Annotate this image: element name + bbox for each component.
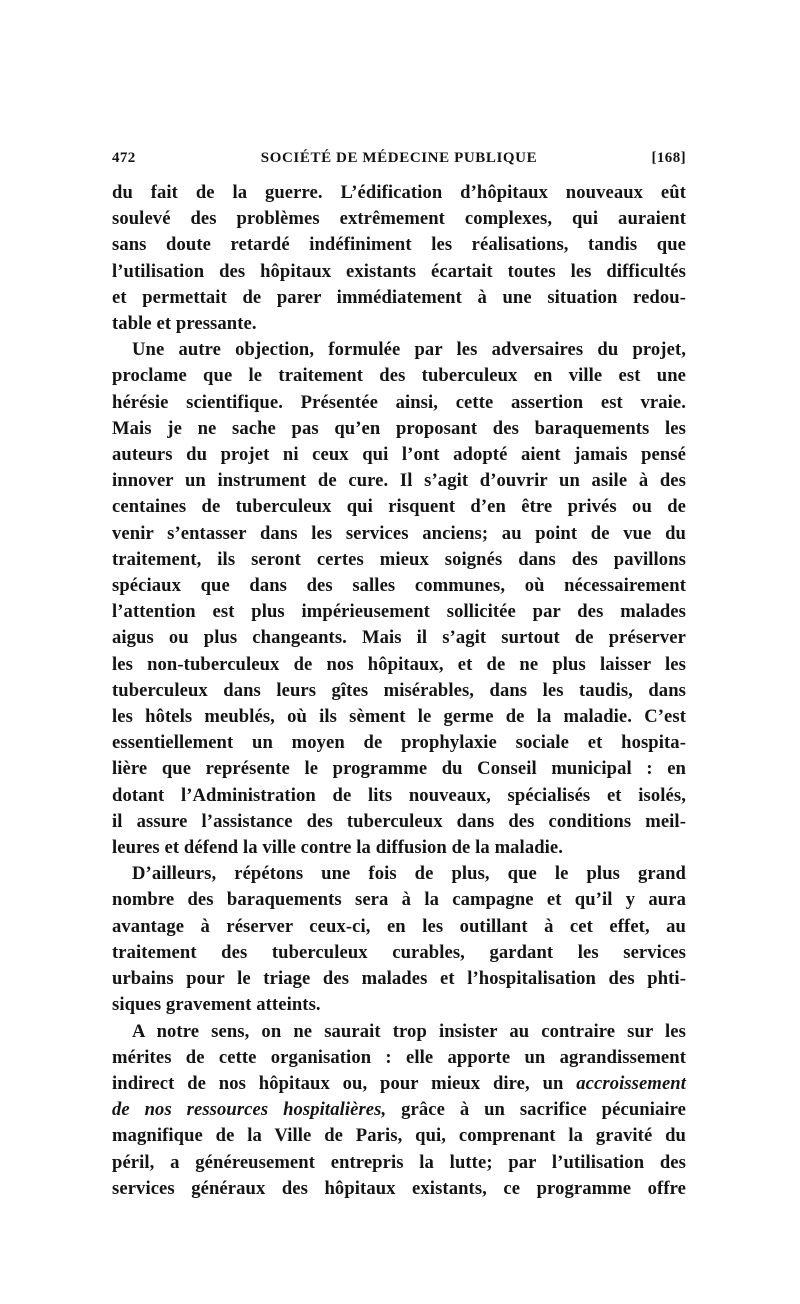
text-segment: indirect de nos hôpitaux ou, pour mieux dire, un [112, 1072, 577, 1094]
running-title: SOCIÉTÉ DE MÉDECINE PUBLIQUE [260, 150, 538, 166]
italic-phrase: accroissement [576, 1072, 686, 1094]
running-header [112, 146, 686, 172]
text-line: leures et défend la ville contre la diffusion de la maladie. [112, 837, 564, 859]
text-line: avantage à réserver ceux-ci, en les outillant à cet effet, au [112, 915, 686, 937]
text-line: centaines de tuberculeux qui risquent d’en être privés ou de [112, 496, 686, 518]
text-line: l’utilisation des hôpitaux existants écartait toutes les difficultés [112, 260, 686, 282]
text-line: magnifique de la Ville de Paris, qui, comprenant la gravité du [112, 1125, 686, 1147]
text-line: D’ailleurs, répétons une fois de plus, que le plus grand [132, 863, 686, 885]
text-line: nombre des baraquements sera à la campagne et qu’il y aura [112, 889, 686, 911]
text-line [112, 1097, 686, 1123]
text-line: auteurs du projet ni ceux qui l’ont adopté aient jamais pensé [112, 444, 686, 466]
paragraph-2 [112, 337, 686, 861]
text-line: et permettait de parer immédiatement à une situation redou- [112, 286, 686, 308]
text-line: tuberculeux dans leurs gîtes misérables, dans les taudis, dans [112, 679, 686, 701]
text-line: proclame que le traitement des tuberculeux en ville est une [112, 365, 686, 387]
text-line: soulevé des problèmes extrêmement complexes, qui auraient [112, 208, 686, 230]
text-line: dotant l’Administration de lits nouveaux, spécialisés et isolés, [112, 784, 686, 806]
text-line: il assure l’assistance des tuberculeux dans des conditions meil- [112, 810, 686, 832]
text-line: A notre sens, on ne saurait trop insister au contraire sur les [132, 1020, 686, 1042]
text-line: péril, a généreusement entrepris la lutte; par l’utilisation des [112, 1151, 686, 1173]
text-line: spéciaux que dans des salles communes, où nécessairement [112, 575, 686, 597]
text-line: lière que représente le programme du Conseil municipal : en [112, 758, 686, 780]
text-line: services généraux des hôpitaux existants, ce programme offre [112, 1177, 686, 1199]
text-line: venir s’entasser dans les services anciens; au point de vue du [112, 522, 686, 544]
text-segment: grâce à un sacrifice pécuniaire [386, 1099, 686, 1121]
text-line: les non-tuberculeux de nos hôpitaux, et de ne plus laisser les [112, 653, 686, 675]
text-line: Mais je ne sache pas qu’en proposant des baraquements les [112, 417, 686, 439]
text-line: mérites de cette organisation : elle apporte un agrandissement [112, 1046, 686, 1068]
text-line: urbains pour le triage des malades et l’hospitalisation des phti- [112, 968, 686, 990]
text-line: du fait de la guerre. L’édification d’hôpitaux nouveaux eût [112, 182, 686, 203]
text-line: table et pressante. [112, 313, 257, 335]
text-line: traitement des tuberculeux curables, gardant les services [112, 941, 686, 963]
section-number: [168] [651, 150, 686, 166]
text-line: siques gravement atteints. [112, 994, 321, 1016]
paragraph-3 [112, 861, 686, 1018]
italic-phrase: de nos ressources hospitalières, [112, 1099, 387, 1121]
paragraph-1 [112, 180, 686, 337]
text-line: hérésie scientifique. Présentée ainsi, cette assertion est vraie. [112, 391, 686, 413]
text-line [112, 1071, 686, 1097]
text-line: les hôtels meublés, où ils sèment le germe de la maladie. C’est [112, 706, 686, 728]
text-line: essentiellement un moyen de prophylaxie sociale et hospita- [112, 732, 686, 754]
text-line: l’attention est plus impérieusement sollicitée par des malades [112, 601, 686, 623]
text-line: Une autre objection, formulée par les adversaires du projet, [132, 339, 686, 361]
body-text [112, 180, 686, 1202]
paragraph-4 [112, 1019, 686, 1202]
text-line: sans doute retardé indéfiniment les réalisations, tandis que [112, 234, 686, 256]
book-page [112, 146, 686, 1202]
text-line: traitement, ils seront certes mieux soignés dans des pavillons [112, 548, 686, 570]
text-line: innover un instrument de cure. Il s’agit d’ouvrir un asile à des [112, 470, 686, 492]
text-line: aigus ou plus changeants. Mais il s’agit surtout de préserver [112, 627, 686, 649]
page-number: 472 [112, 150, 136, 166]
